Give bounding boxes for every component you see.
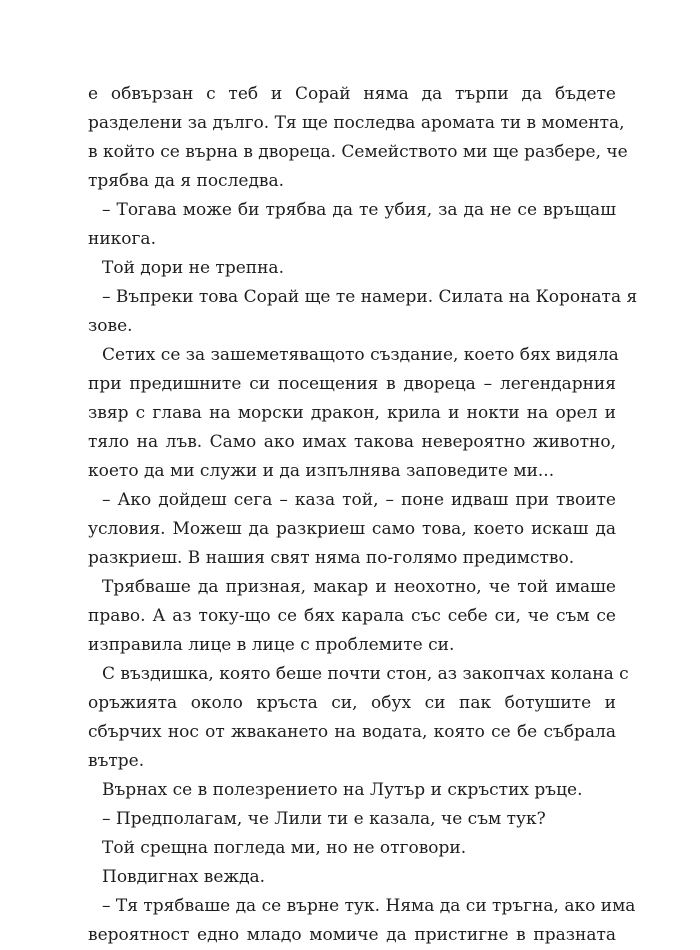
text-line: в който се върна в двореца. Семейството ми ще разбере, че (88, 142, 628, 162)
text-line: вероятност едно младо момиче да пристигне в празната (88, 925, 616, 945)
text-line: никога. (88, 229, 156, 249)
text-line: – Ако дойдеш сега – каза той, – поне идваш при твоите (102, 490, 616, 510)
text-line: сбърчих нос от жвакането на водата, която се бе събрала (88, 722, 616, 742)
text-line: С въздишка, която беше почти стон, аз закопчах колана с (102, 664, 629, 684)
text-line: Той дори не трепна. (102, 258, 284, 278)
text-line: вътре. (88, 751, 145, 771)
book-page-body (88, 80, 638, 950)
text-line: тяло на лъв. Само ако имах такова невероятно животно, (88, 432, 616, 452)
text-line: изправила лице в лице с проблемите си. (88, 635, 455, 655)
text-line: разделени за дълго. Тя ще последва аромата ти в момента, (88, 113, 625, 133)
text-line: – Тя трябваше да се върне тук. Няма да си тръгна, ако има (102, 896, 636, 916)
text-line: – Предполагам, че Лили ти е казала, че съм тук? (102, 809, 546, 829)
text-line: разкриеш. В нашия свят няма по-голямо предимство. (88, 548, 575, 568)
text-line: Повдигнах вежда. (102, 867, 266, 887)
text-line: оръжията около кръста си, обух си пак ботушите и (88, 693, 616, 713)
text-line: звяр с глава на морски дракон, крила и нокти на орел и (88, 403, 616, 423)
text-line: Сетих се за зашеметяващото създание, което бях видяла (102, 345, 619, 365)
text-line: Трябваше да призная, макар и неохотно, че той имаше (102, 577, 616, 597)
text-line: което да ми служи и да изпълнява заповедите ми... (88, 461, 555, 481)
text-line: зове. (88, 316, 133, 336)
text-line: Върнах се в полезрението на Лутър и скръстих ръце. (102, 780, 583, 800)
text-line: при предишните си посещения в двореца – легендарния (88, 374, 616, 394)
text-line: – Тогава може би трябва да те убия, за да не се връщаш (102, 200, 616, 220)
text-line: трябва да я последва. (88, 171, 285, 191)
text-line: условия. Можеш да разкриеш само това, което искаш да (88, 519, 616, 539)
text-line: право. А аз току-що се бях карала със себе си, че съм се (88, 606, 616, 626)
text-line: е обвързан с теб и Сорай няма да търпи да бъдете (88, 84, 616, 104)
text-line: Той срещна погледа ми, но не отговори. (102, 838, 467, 858)
text-line: – Въпреки това Сорай ще те намери. Силата на Короната я (102, 287, 638, 307)
